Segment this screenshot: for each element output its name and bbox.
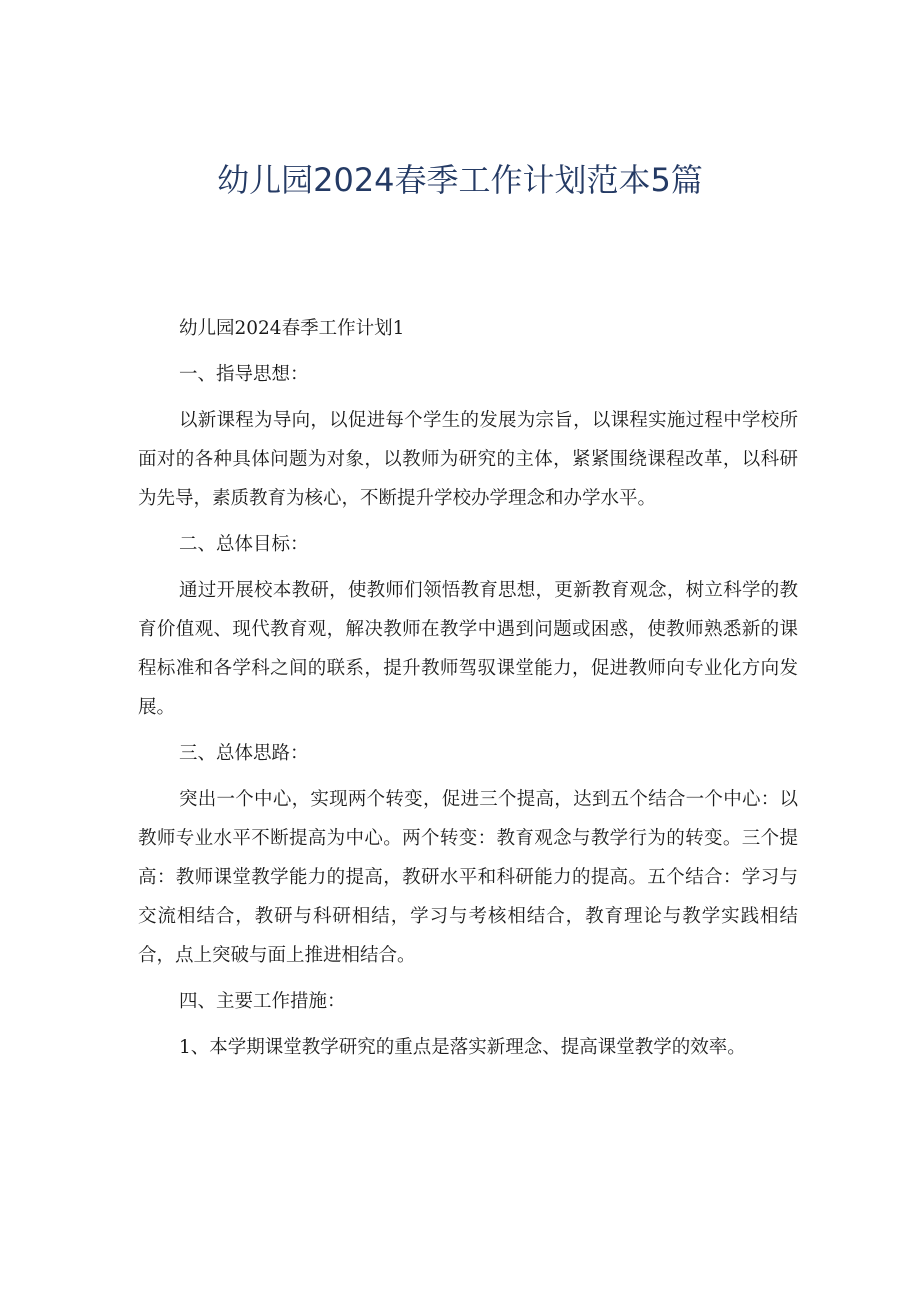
- section-heading-overall-approach: 三、总体思路：: [179, 743, 309, 764]
- section-heading-guiding-ideology: 一、指导思想：: [179, 364, 309, 385]
- document-body: [138, 309, 798, 1074]
- plan-heading: 幼儿园2024春季工作计划1: [179, 318, 405, 339]
- section-paragraph-overall-goal: 通过开展校本教研，使教师们领悟教育思想，更新教育观念，树立科学的教育价值观、现代教育观，解决教师在教学中遇到问题或困惑，使教师熟悉新的课程标准和各学科之间的联系，提升教师驾驭课堂能力，促进教师向专业化方向发展。: [138, 580, 798, 718]
- section-paragraph-guiding-ideology: 以新课程为导向，以促进每个学生的发展为宗旨，以课程实施过程中学校所面对的各种具体问题为对象，以教师为研究的主体，紧紧围绕课程改革，以科研为先导，素质教育为核心，不断提升学校办学理念和办学水平。: [138, 410, 798, 509]
- section-paragraph-overall-approach: 突出一个中心，实现两个转变，促进三个提高，达到五个结合一个中心：以教师专业水平不断提高为中心。两个转变：教育观念与教学行为的转变。三个提高：教师课堂教学能力的提高，教研水平和科研能力的提高。五个结合：学习与交流相结合，教研与科研相结，学习与考核相结合，教育理论与教学实践相结合，点上突破与面上推进相结合。: [138, 789, 798, 966]
- document-title: 幼儿园2024春季工作计划范本5篇: [217, 161, 703, 199]
- section-heading-overall-goal: 二、总体目标：: [179, 534, 309, 555]
- section-heading-main-measures: 四、主要工作措施：: [179, 991, 346, 1012]
- section-paragraph-main-measures: 1、本学期课堂教学研究的重点是落实新理念、提高课堂教学的效率。: [179, 1037, 746, 1058]
